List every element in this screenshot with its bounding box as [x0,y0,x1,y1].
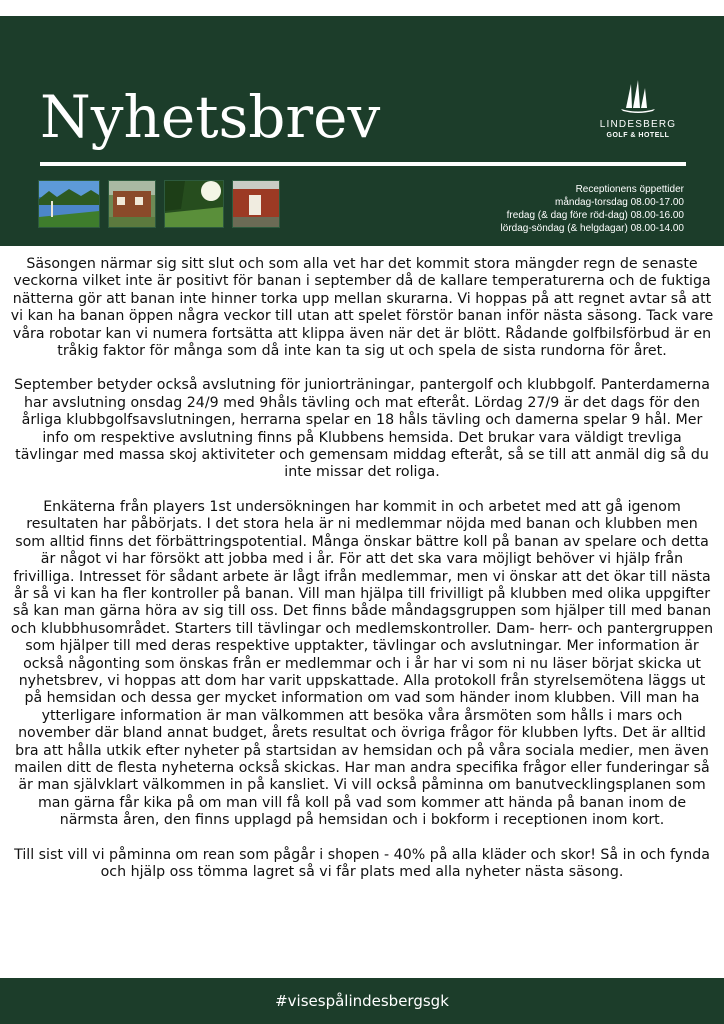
logo-name: LINDESBERG [599,119,677,130]
reception-hours-heading: Receptionens öppettider [575,184,684,195]
reception-hours-line: fredag (& dag före röd-dag) 08.00-16.00 [506,210,684,221]
body-paragraph: Enkäterna från players 1st undersökningen har kommit in och arbetet med att gå igenom resultaten har påbörjats. I det stora hela är ni medlemmar nöjda med banan och klubben men som alltid finns det förbättringspotential. Många önskar bättre koll på banan av spelare och detta är något vi har försökt att jobba med i år. För att det ska vara möjligt behöver vi hjälp från frivilliga. Intresset för sådant arbete är lågt ifrån medlemmar, men vi önskar att det ökar till nästa år så vi kan ha fler kontroller på banan. Vill man hjälpa till frivilligt på klubben med olika uppgifter så kan man gärna höra av sig till oss. Det finns både måndagsgruppen som hjälper till med banan och klubbhusområdet. Starters till tävlingar och medlemskontroller. Dam- herr- och pantergruppen som hjälper till med deras respektive upptakter, tävlingar och avslutningar. Mer information är också någonting som önskas från er medlemmar och i år har vi som ni nu läser börjat skicka ut nyhetsbrev, vi hoppas att dom har varit uppskattade. Alla protokoll från styrelsemötena läggs ut på hemsidan och dessa ger mycket information om vad som händer inom klubben. Vill man ha ytterligare information är man välkommen att besöka våra årsmöten som hålls i mars och november där bland annat budget, årets resultat och övriga frågor för klubben lyfts. Det är alltid bra att hålla utkik efter nyheter på startsidan av hemsidan och på våra sociala medier, men även mailen ditt de flesta nyheterna också skickas. Har man andra specifika frågor eller funderingar så är man självklart välkommen in på kansliet. Vi vill också påminna om banutvecklingsplanen som man gärna får kika på om man vill få koll på vad som kommer att hända på banan inom de närmsta åren, den finns upplagd på hemsidan och i bokform i receptionen inom kort. [10,498,714,829]
logo-subtitle: GOLF & HOTELL [606,132,670,139]
photo-fairway [164,180,224,228]
photo-cabin [232,180,280,228]
reception-hours-line: måndag-torsdag 08.00-17.00 [555,197,684,208]
body-paragraph: Till sist vill vi påminna om rean som pågår i shopen - 40% på alla kläder och skor! Så in och fynda och hjälp oss tömma lagret så vi får plats med alla nyheter nästa säsong. [14,846,710,880]
reception-hours-line: lördag-söndag (& helgdagar) 08.00-14.00 [500,223,684,234]
newsletter-footer [0,978,724,1024]
body-paragraph: Säsongen närmar sig sitt slut och som alla vet har det kommit stora mängder regn de senaste veckorna vilket inte är positivt för banan i september då de kallare temperaturerna och de fuktiga nätterna gör att banan inte hinner torka upp mellan skurarna. Vi hoppas på att regnet avtar så att vi kan ha banan öppen några veckor till utan att spelet förstör banan inför nästa säsong. Tack vare våra robotar kan vi numera fortsätta att klippa även när det är blött. Rådande golfbilsförbud är en tråkig faktor för många som då inte kan ta sig ut och spela de sista rundorna för året. [10,256,714,360]
body-paragraph: September betyder också avslutning för juniorträningar, pantergolf och klubbgolf. Panterdamerna har avslutning onsdag 24/9 med 9håls tävling och mat efteråt. Lördag 27/9 är det dags för den årliga klubbgolfsavslutningen, herrarna spelar en 18 håls tävling och damerna spelar 9 hål. Mer info om respektive avslutning finns på Klubbens hemsida. Det brukar vara väldigt trevliga tävlingar med massa skoj aktiviteter och gemensam middag efteråt, så se till att anmäl dig så du inte missar det roliga. [14,377,710,481]
title-divider [40,162,686,166]
newsletter-header [0,16,724,246]
photo-lake [38,180,100,228]
photo-clubhouse [108,180,156,228]
club-logo[interactable] [596,78,680,142]
footer-hashtag[interactable]: #visespålindesbergsgk [275,992,449,1010]
newsletter-body [10,256,714,898]
reception-hours [501,183,684,235]
sailboat-logo-icon [618,78,658,114]
page-title: Nyhetsbrev [40,83,381,151]
